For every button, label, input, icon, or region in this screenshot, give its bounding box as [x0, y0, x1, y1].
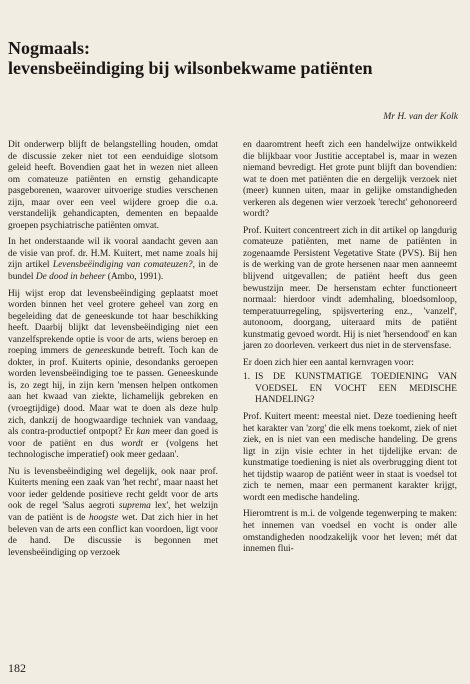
- right-paragraph-3: Er doen zich hier een aantal kernvragen voor:: [243, 357, 415, 368]
- right-column: [243, 140, 457, 556]
- right-paragraph-2: Prof. Kuitert concentreert zich in dit artikel op langdurig comateuze patiënten, met name de patiënten in zogenaamde Persistent Vegetative State (PVS). Bij hen is de werking van de grote hersenen naar men aanneemt blijvend uitgevallen; de patiënt heeft dus geen bewustzijn meer. De hersenstam echter functioneert normaal: hierdoor vindt ademhaling, bloedsomloop, temperatuurregeling, spijsvertering enz., 'vanzelf', autonoom, doorgang, uiteraard mits de patiënt kunstmatig gevoed wordt. Hij is niet 'hersendood' en kan jaren zo doorleven. verkeert dus niet in de stervensfase.: [243, 225, 457, 352]
- author-byline: Mr H. van der Kolk: [383, 112, 458, 122]
- question-text: IS DE KUNSTMATIGE TOEDIENING VAN VOEDSEL EN VOCHT EEN MEDISCHE HANDELING?: [255, 372, 457, 406]
- left-paragraph-1: Dit onderwerp blijft de belangstelling houden, omdat de discussie zeker niet tot een eenduidige slotsom geleid heeft. Bovendien gaat het in wezen niet alleen om comateuze patiënten en ernstig gehandicapte pasgeborenen, waarover uitvoerige studies verschenen zijn, maar over een veel wijdere groep die o.a. verstandelijk gehandicapten, dementen en bepaalde groepen psychiatrische patiënten omvat.: [8, 140, 218, 231]
- question-number: 1.: [243, 372, 251, 383]
- numbered-question: [243, 372, 457, 407]
- left-paragraph-2: In het onderstaande wil ik vooral aandacht geven aan de visie van prof. dr. H.M. Kuitert, met name zoals hij zijn artikel Levensbeëindiging van comateuzen?, in de bundel De dood in beheer (Ambo, 1991).: [8, 237, 218, 283]
- right-paragraph-4: Prof. Kuitert meent: meestal niet. Deze toediening heeft het karakter van 'zorg' die elk mens toekomt, ziek of niet ziek, en is niet van een medische handeling. De grens ligt in zijn visie echter in het tijdelijke ervan: de kunstmatige toediening is niet als overbrugging dient tot het tijdstip waarop de patiënt weer in staat is voedsel tot zich te nemen, maar een permanent karakter krijgt, wordt een medische handeling.: [243, 412, 457, 503]
- left-paragraph-4: Nu is levensbeëindiging wel degelijk, ook naar prof. Kuiterts mening een zaak van 'het recht', maar naast het voor ieder geldende positieve recht geldt voor de arts ook de regel 'Salus aegroti suprema lex', het welzijn van de patiënt is de hoogste wet. Dat zich hier in het beleven van de arts een conflict kan voordoen, ligt voor de hand. De discussie is begonnen met levensbeëindiging op verzoek: [8, 466, 219, 558]
- right-paragraph-1: en daaromtrent heeft zich een handelwijze ontwikkeld die blijkbaar voor Justitie acceptabel is, maar in wezen niemand bevredigt. Het grote punt blijft dan bovendien: wat te doen met patiënten die en dergelijk verzoek niet (meer) kunnen uiten, maar in gelijke omstandigheden verkeren als degenen wier verzoek 'terecht' gehonoreerd wordt?: [243, 140, 457, 220]
- left-column: [8, 140, 218, 559]
- page-number: 182: [8, 661, 26, 675]
- left-paragraph-3: Hij wijst erop dat levensbeëindiging geplaatst moet worden binnen het veel grotere geheel van zorg en begeleiding dat de geneeskunde tot haar beschikking heeft. Daarbij blijkt dat levensbeëindiging niet een vanzelfsprekende optie is voor de arts, wiens beroep en roeping immers de geneeskunde betreft. Toch kan de dokter, in prof. Kuiterts opinie, desondanks geroepen worden levensbeëindiging toe te passen. Geneeskunde is, zo zegt hij, in zijn kern 'mensen helpen ontkomen aan het kwaad van ziekte, lichamelijk gebreken en (vroegtijdige) dood. Maar wat te doen als deze hulp zich, dankzij de hoogwaardige techniek van vandaag, als contra-productief ontpopt? Er kan meer dan goed is voor de patiënt en dus wordt er (volgens het technologische imperatief) ook meer gedaan'.: [8, 288, 218, 461]
- title-line-1: Nogmaals:: [8, 38, 90, 58]
- article-title: [8, 38, 448, 78]
- right-paragraph-5: Hieromtrent is m.i. de volgende tegenwerping te maken: het innemen van voedsel en vocht is onder alle omstandigheden noodzakelijk voor het leven; mét dat innemen flui-: [243, 509, 457, 555]
- title-line-2: levensbeëindiging bij wilsonbekwame patiënten: [8, 58, 373, 78]
